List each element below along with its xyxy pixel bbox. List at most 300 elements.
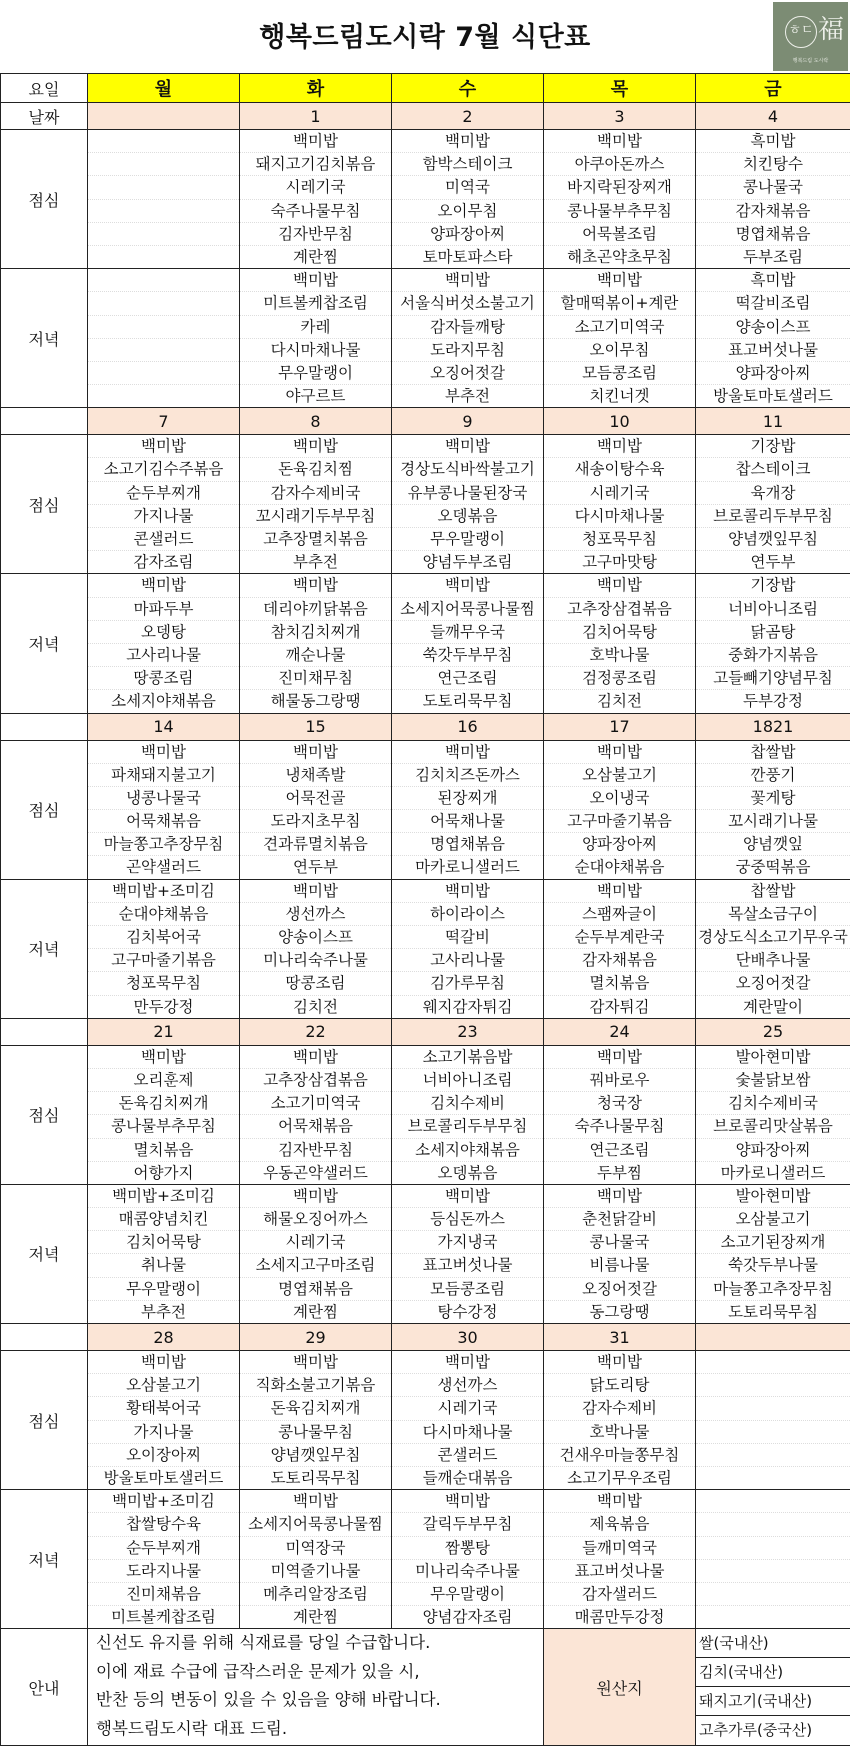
menu-item xyxy=(696,1490,850,1513)
menu-item xyxy=(696,1351,850,1374)
menu-item: 아쿠아돈까스 xyxy=(544,153,695,176)
menu-item: 고추장멸치볶음 xyxy=(240,528,391,551)
menu-item: 마늘쫑고추장무침 xyxy=(696,1278,850,1301)
menu-item: 두부조림 xyxy=(696,246,850,268)
menu-item: 소고기김수주볶음 xyxy=(88,458,239,481)
date-cell-fri: 1821 xyxy=(696,713,850,740)
menu-item: 파채돼지불고기 xyxy=(88,764,239,787)
menu-item: 양송이스프 xyxy=(696,316,850,339)
menu-item: 백미밥 xyxy=(88,574,239,597)
menu-item: 브로콜리두부무침 xyxy=(696,505,850,528)
menu-item: 고사리나물 xyxy=(88,644,239,667)
logo-left-text: ㅎㄷ xyxy=(786,21,816,41)
date-label xyxy=(1,713,88,740)
menu-item xyxy=(696,1421,850,1444)
lunch-cell-thu xyxy=(544,1351,696,1490)
dinner-label: 저녁 xyxy=(1,574,88,713)
menu-item: 미트볼케찹조림 xyxy=(240,292,391,315)
day-header-fri: 금 xyxy=(696,74,850,103)
menu-item: 마파두부 xyxy=(88,598,239,621)
date-row xyxy=(1,1324,850,1351)
date-cell-wed: 30 xyxy=(392,1324,544,1351)
menu-item: 백미밥 xyxy=(544,1490,695,1513)
menu-item: 감자샐러드 xyxy=(544,1583,695,1606)
menu-item: 순대야채볶음 xyxy=(88,903,239,926)
menu-item: 치킨탕수 xyxy=(696,153,850,176)
notice-line: 행복드림도시락 대표 드림. xyxy=(96,1715,543,1744)
menu-item: 제육볶음 xyxy=(544,1513,695,1536)
date-cell-mon: 14 xyxy=(88,713,240,740)
menu-item: 해물오징어까스 xyxy=(240,1208,391,1231)
menu-item: 미나리숙주나물 xyxy=(240,949,391,972)
menu-item: 방울토마토샐러드 xyxy=(696,385,850,407)
menu-item: 고추장삼겹볶음 xyxy=(544,598,695,621)
menu-item: 연근조림 xyxy=(392,667,543,690)
menu-item: 백미밥 xyxy=(240,1185,391,1208)
day-header-thu: 목 xyxy=(544,74,696,103)
dinner-cell-fri xyxy=(696,1490,850,1629)
menu-item: 무우말랭이 xyxy=(88,1278,239,1301)
menu-item: 생선까스 xyxy=(392,1374,543,1397)
menu-item: 백미밥 xyxy=(392,435,543,458)
menu-item: 닭곰탕 xyxy=(696,621,850,644)
menu-item xyxy=(88,223,239,246)
menu-item: 시레기국 xyxy=(240,1231,391,1254)
menu-item: 오이장아찌 xyxy=(88,1444,239,1467)
menu-item: 가지냉국 xyxy=(392,1231,543,1254)
menu-item xyxy=(88,385,239,407)
menu-item: 검정콩조림 xyxy=(544,667,695,690)
menu-item: 짬뽕탕 xyxy=(392,1537,543,1560)
lunch-row xyxy=(1,740,850,879)
menu-item: 목살소금구이 xyxy=(696,903,850,926)
menu-item: 콘샐러드 xyxy=(88,528,239,551)
menu-item: 돈육김치찌개 xyxy=(240,1397,391,1420)
dinner-cell-tue xyxy=(240,574,392,713)
menu-item: 오삼불고기 xyxy=(544,764,695,787)
menu-item: 무우말랭이 xyxy=(240,362,391,385)
menu-item: 발아현미밥 xyxy=(696,1185,850,1208)
menu-item: 고추장삼겹볶음 xyxy=(240,1069,391,1092)
menu-item: 들깨무우국 xyxy=(392,621,543,644)
menu-item: 백미밥 xyxy=(240,741,391,764)
menu-item: 감자채볶음 xyxy=(696,200,850,223)
menu-item: 어묵채나물 xyxy=(392,810,543,833)
date-cell-fri: 4 xyxy=(696,103,850,130)
menu-item: 백미밥 xyxy=(240,574,391,597)
logo-right-text: 福 xyxy=(818,13,844,47)
menu-item: 찹쌀밥 xyxy=(696,741,850,764)
lunch-cell-thu xyxy=(544,130,696,269)
menu-item: 어묵채볶음 xyxy=(240,1115,391,1138)
day-label: 요일 xyxy=(1,74,88,103)
menu-item: 궁중떡볶음 xyxy=(696,856,850,878)
menu-item xyxy=(88,200,239,223)
menu-item: 무우말랭이 xyxy=(392,528,543,551)
dinner-cell-thu xyxy=(544,269,696,408)
lunch-cell-wed xyxy=(392,740,544,879)
lunch-cell-tue xyxy=(240,740,392,879)
menu-item: 백미밥 xyxy=(88,741,239,764)
date-cell-fri: 11 xyxy=(696,408,850,435)
lunch-cell-mon xyxy=(88,435,240,574)
date-cell-thu: 17 xyxy=(544,713,696,740)
menu-item: 돼지고기김치볶음 xyxy=(240,153,391,176)
menu-item: 백미밥 xyxy=(544,269,695,292)
menu-item: 돈육김치찌개 xyxy=(88,1092,239,1115)
menu-item: 계란말이 xyxy=(696,996,850,1018)
menu-item: 찹스테이크 xyxy=(696,458,850,481)
dinner-cell-fri xyxy=(696,574,850,713)
day-header-row xyxy=(1,74,850,103)
dinner-cell-mon xyxy=(88,1184,240,1323)
lunch-cell-thu xyxy=(544,435,696,574)
origin-list xyxy=(696,1629,850,1746)
date-cell-tue: 15 xyxy=(240,713,392,740)
origin-item: 김치(국내산) xyxy=(696,1658,850,1687)
menu-item: 백미밥 xyxy=(392,880,543,903)
menu-item: 백미밥+조미김 xyxy=(88,880,239,903)
menu-item: 부추전 xyxy=(392,385,543,407)
menu-item: 오이무침 xyxy=(392,200,543,223)
lunch-cell-wed xyxy=(392,435,544,574)
date-row xyxy=(1,103,850,130)
menu-item: 미역장국 xyxy=(240,1537,391,1560)
day-header-mon: 월 xyxy=(88,74,240,103)
menu-item: 양송이스프 xyxy=(240,926,391,949)
menu-item: 야구르트 xyxy=(240,385,391,407)
lunch-cell-wed xyxy=(392,1045,544,1184)
menu-item: 백미밥 xyxy=(392,741,543,764)
menu-item: 미트볼케찹조림 xyxy=(88,1606,239,1628)
lunch-cell-mon xyxy=(88,1351,240,1490)
menu-item: 발아현미밥 xyxy=(696,1046,850,1069)
menu-item: 소세지어묵콩나물찜 xyxy=(240,1513,391,1536)
menu-item: 함박스테이크 xyxy=(392,153,543,176)
dinner-cell-fri xyxy=(696,1184,850,1323)
menu-item: 김치어묵탕 xyxy=(88,1231,239,1254)
menu-item xyxy=(88,316,239,339)
menu-item: 찹쌀탕수육 xyxy=(88,1513,239,1536)
menu-item: 백미밥 xyxy=(392,130,543,153)
dinner-cell-thu xyxy=(544,1184,696,1323)
menu-item xyxy=(696,1513,850,1536)
menu-item: 등심돈까스 xyxy=(392,1208,543,1231)
menu-item: 감자채볶음 xyxy=(544,949,695,972)
date-row xyxy=(1,408,850,435)
menu-item: 육개장 xyxy=(696,482,850,505)
menu-item: 도토리묵무침 xyxy=(696,1301,850,1323)
lunch-label: 점심 xyxy=(1,1045,88,1184)
menu-item: 탕수강정 xyxy=(392,1301,543,1323)
date-cell-mon: 21 xyxy=(88,1018,240,1045)
menu-item: 두부찜 xyxy=(544,1162,695,1184)
menu-item: 백미밥 xyxy=(392,574,543,597)
menu-item: 냉채족발 xyxy=(240,764,391,787)
menu-item: 백미밥 xyxy=(240,435,391,458)
menu-item: 백미밥 xyxy=(240,1046,391,1069)
menu-item: 가지나물 xyxy=(88,1421,239,1444)
menu-item: 방울토마토샐러드 xyxy=(88,1467,239,1489)
menu-item xyxy=(696,1537,850,1560)
date-label xyxy=(1,408,88,435)
menu-item: 경상도식바싹불고기 xyxy=(392,458,543,481)
notice-row xyxy=(1,1629,850,1746)
dinner-cell-tue xyxy=(240,879,392,1018)
menu-item: 땅콩조림 xyxy=(88,667,239,690)
menu-item: 고들빼기양념무침 xyxy=(696,667,850,690)
menu-item: 브로콜리두부무침 xyxy=(392,1115,543,1138)
menu-item: 오뎅탕 xyxy=(88,621,239,644)
menu-item: 두부강정 xyxy=(696,690,850,712)
dinner-cell-wed xyxy=(392,879,544,1018)
date-row xyxy=(1,1018,850,1045)
dinner-cell-tue xyxy=(240,1184,392,1323)
menu-item: 서울식버섯소불고기 xyxy=(392,292,543,315)
date-label xyxy=(1,1324,88,1351)
menu-item: 명엽채볶음 xyxy=(392,833,543,856)
menu-item: 소고기볶음밥 xyxy=(392,1046,543,1069)
dinner-cell-thu xyxy=(544,879,696,1018)
menu-item: 오징어젓갈 xyxy=(392,362,543,385)
menu-item: 생선까스 xyxy=(240,903,391,926)
menu-item: 기장밥 xyxy=(696,435,850,458)
menu-item: 소세지어묵콩나물찜 xyxy=(392,598,543,621)
menu-item: 흑미밥 xyxy=(696,269,850,292)
lunch-row xyxy=(1,1045,850,1184)
lunch-cell-thu xyxy=(544,740,696,879)
lunch-label: 점심 xyxy=(1,435,88,574)
menu-item: 백미밥 xyxy=(88,1351,239,1374)
origin-label: 원산지 xyxy=(544,1629,696,1746)
dinner-label: 저녁 xyxy=(1,879,88,1018)
menu-item: 백미밥 xyxy=(544,880,695,903)
menu-item: 계란찜 xyxy=(240,246,391,268)
menu-item: 비름나물 xyxy=(544,1254,695,1277)
menu-item: 감자수제비 xyxy=(544,1397,695,1420)
menu-item: 진미채무침 xyxy=(240,667,391,690)
menu-item: 양파장아찌 xyxy=(696,1139,850,1162)
menu-item: 백미밥 xyxy=(544,130,695,153)
menu-item: 순대야채볶음 xyxy=(544,856,695,878)
menu-item: 치킨너겟 xyxy=(544,385,695,407)
dinner-cell-mon xyxy=(88,879,240,1018)
menu-item: 김치수제비국 xyxy=(696,1092,850,1115)
date-cell-mon: 28 xyxy=(88,1324,240,1351)
date-cell-mon: 7 xyxy=(88,408,240,435)
menu-item: 매콤양념치킨 xyxy=(88,1208,239,1231)
menu-item: 동그랑땡 xyxy=(544,1301,695,1323)
menu-item: 감자들깨탕 xyxy=(392,316,543,339)
menu-item xyxy=(696,1606,850,1628)
menu-item: 고구마맛탕 xyxy=(544,551,695,573)
menu-item: 백미밥 xyxy=(392,1351,543,1374)
menu-item: 명엽채볶음 xyxy=(240,1278,391,1301)
menu-item: 김가루무침 xyxy=(392,972,543,995)
lunch-label: 점심 xyxy=(1,740,88,879)
dinner-label: 저녁 xyxy=(1,1184,88,1323)
lunch-cell-tue xyxy=(240,1351,392,1490)
dinner-cell-mon xyxy=(88,574,240,713)
menu-item: 도토리묵무침 xyxy=(240,1467,391,1489)
lunch-cell-tue xyxy=(240,130,392,269)
menu-item: 꼬시래기두부무침 xyxy=(240,505,391,528)
menu-item: 소고기무우조림 xyxy=(544,1467,695,1489)
menu-item: 쑥갓두부나물 xyxy=(696,1254,850,1277)
date-label xyxy=(1,1018,88,1045)
notice-line: 반찬 등의 변동이 있을 수 있음을 양해 바랍니다. xyxy=(96,1686,543,1715)
menu-item: 오삼불고기 xyxy=(696,1208,850,1231)
menu-item: 경상도식소고기무우국 xyxy=(696,926,850,949)
lunch-cell-wed xyxy=(392,130,544,269)
menu-item: 백미밥 xyxy=(544,435,695,458)
menu-item: 가지나물 xyxy=(88,505,239,528)
menu-item: 백미밥 xyxy=(240,269,391,292)
menu-item: 부추전 xyxy=(240,551,391,573)
lunch-row xyxy=(1,1351,850,1490)
menu-item: 곤약샐러드 xyxy=(88,856,239,878)
menu-item: 냉콩나물국 xyxy=(88,787,239,810)
menu-item: 해초곤약초무침 xyxy=(544,246,695,268)
menu-item xyxy=(88,153,239,176)
menu-item: 도라지초무침 xyxy=(240,810,391,833)
menu-item: 백미밥 xyxy=(240,880,391,903)
menu-item: 소세지야채볶음 xyxy=(88,690,239,712)
menu-item xyxy=(88,130,239,153)
menu-item: 매콤만두강정 xyxy=(544,1606,695,1628)
lunch-label: 점심 xyxy=(1,1351,88,1490)
menu-item: 미역국 xyxy=(392,176,543,199)
menu-item: 백미밥+조미김 xyxy=(88,1185,239,1208)
menu-item: 견과류멸치볶음 xyxy=(240,833,391,856)
lunch-cell-mon xyxy=(88,740,240,879)
menu-item: 오징어젓갈 xyxy=(544,1278,695,1301)
menu-item: 양념깻잎무침 xyxy=(696,528,850,551)
menu-item xyxy=(696,1397,850,1420)
menu-item: 카레 xyxy=(240,316,391,339)
menu-item: 떡갈비조림 xyxy=(696,292,850,315)
menu-item: 오이냉국 xyxy=(544,787,695,810)
lunch-cell-thu xyxy=(544,1045,696,1184)
lunch-row xyxy=(1,435,850,574)
menu-item: 데리야끼닭볶음 xyxy=(240,598,391,621)
menu-item xyxy=(696,1444,850,1467)
menu-item: 시레기국 xyxy=(392,1397,543,1420)
menu-item: 마카로니샐러드 xyxy=(696,1162,850,1184)
menu-item: 시레기국 xyxy=(240,176,391,199)
origin-item: 고추가루(중국산) xyxy=(696,1716,850,1744)
notice-line: 신선도 유지를 위해 식재료를 당일 수급합니다. xyxy=(96,1629,543,1658)
menu-item: 양파장아찌 xyxy=(696,362,850,385)
lunch-cell-fri xyxy=(696,435,850,574)
date-cell-tue: 29 xyxy=(240,1324,392,1351)
menu-item: 돈육김치찜 xyxy=(240,458,391,481)
menu-item: 김치전 xyxy=(544,690,695,712)
date-cell-tue: 1 xyxy=(240,103,392,130)
menu-item: 모듬콩조림 xyxy=(544,362,695,385)
lunch-cell-fri xyxy=(696,130,850,269)
lunch-cell-tue xyxy=(240,1045,392,1184)
menu-item: 순두부찌개 xyxy=(88,482,239,505)
menu-item: 양념깻잎무침 xyxy=(240,1444,391,1467)
menu-item: 황태북어국 xyxy=(88,1397,239,1420)
menu-item: 연근조림 xyxy=(544,1139,695,1162)
menu-item: 백미밥 xyxy=(544,1046,695,1069)
day-header-tue: 화 xyxy=(240,74,392,103)
dinner-cell-thu xyxy=(544,1490,696,1629)
lunch-cell-mon xyxy=(88,130,240,269)
date-cell-wed: 2 xyxy=(392,103,544,130)
menu-item: 스팸짜글이 xyxy=(544,903,695,926)
menu-item: 해물동그랑땡 xyxy=(240,690,391,712)
lunch-cell-wed xyxy=(392,1351,544,1490)
notice-line: 이에 재료 수급에 급작스러운 문제가 있을 시, xyxy=(96,1658,543,1687)
menu-item: 콩나물무침 xyxy=(240,1421,391,1444)
date-cell-tue: 22 xyxy=(240,1018,392,1045)
menu-item: 순두부계란국 xyxy=(544,926,695,949)
date-row xyxy=(1,713,850,740)
menu-item: 꼬시래기나물 xyxy=(696,810,850,833)
menu-item: 오리훈제 xyxy=(88,1069,239,1092)
menu-item: 백미밥+조미김 xyxy=(88,1490,239,1513)
menu-item: 백미밥 xyxy=(544,1351,695,1374)
menu-item: 들깨순대볶음 xyxy=(392,1467,543,1489)
menu-item: 소고기미역국 xyxy=(544,316,695,339)
menu-item: 백미밥 xyxy=(240,1351,391,1374)
menu-item: 무우말랭이 xyxy=(392,1583,543,1606)
dinner-cell-wed xyxy=(392,574,544,713)
menu-item: 다시마채나물 xyxy=(392,1421,543,1444)
menu-item: 감자튀김 xyxy=(544,996,695,1018)
dinner-row xyxy=(1,1184,850,1323)
menu-item: 새송이탕수육 xyxy=(544,458,695,481)
menu-item: 콩나물부추무침 xyxy=(88,1115,239,1138)
dinner-cell-wed xyxy=(392,1184,544,1323)
menu-item: 백미밥 xyxy=(392,1490,543,1513)
date-cell-tue: 8 xyxy=(240,408,392,435)
dinner-cell-wed xyxy=(392,269,544,408)
menu-item: 땅콩조림 xyxy=(240,972,391,995)
menu-item: 감자조림 xyxy=(88,551,239,573)
menu-item: 도라지무침 xyxy=(392,339,543,362)
menu-item: 메추리알장조림 xyxy=(240,1583,391,1606)
menu-item: 꽃게탕 xyxy=(696,787,850,810)
logo-small-text: 행복드림 도시락 xyxy=(777,57,844,65)
lunch-cell-fri xyxy=(696,1351,850,1490)
origin-item: 돼지고기(국내산) xyxy=(696,1687,850,1716)
menu-item xyxy=(696,1467,850,1489)
dinner-label: 저녁 xyxy=(1,1490,88,1629)
menu-item: 하이라이스 xyxy=(392,903,543,926)
menu-item: 닭도리탕 xyxy=(544,1374,695,1397)
menu-item: 미나리숙주나물 xyxy=(392,1560,543,1583)
page-title: 행복드림도시락 7월 식단표 xyxy=(0,0,850,74)
menu-item: 양념두부조림 xyxy=(392,551,543,573)
menu-item: 백미밥 xyxy=(240,1490,391,1513)
dinner-cell-wed xyxy=(392,1490,544,1629)
menu-item: 유부콩나물된장국 xyxy=(392,482,543,505)
menu-item: 브로콜리맛살볶음 xyxy=(696,1115,850,1138)
title-bar xyxy=(0,0,850,74)
dinner-cell-mon xyxy=(88,1490,240,1629)
menu-item: 청포묵무침 xyxy=(544,528,695,551)
menu-item: 고구마줄기볶음 xyxy=(544,810,695,833)
menu-item: 너비아니조림 xyxy=(696,598,850,621)
menu-item: 취나물 xyxy=(88,1254,239,1277)
menu-item: 떡갈비 xyxy=(392,926,543,949)
menu-item: 만두강정 xyxy=(88,996,239,1018)
lunch-cell-mon xyxy=(88,1045,240,1184)
